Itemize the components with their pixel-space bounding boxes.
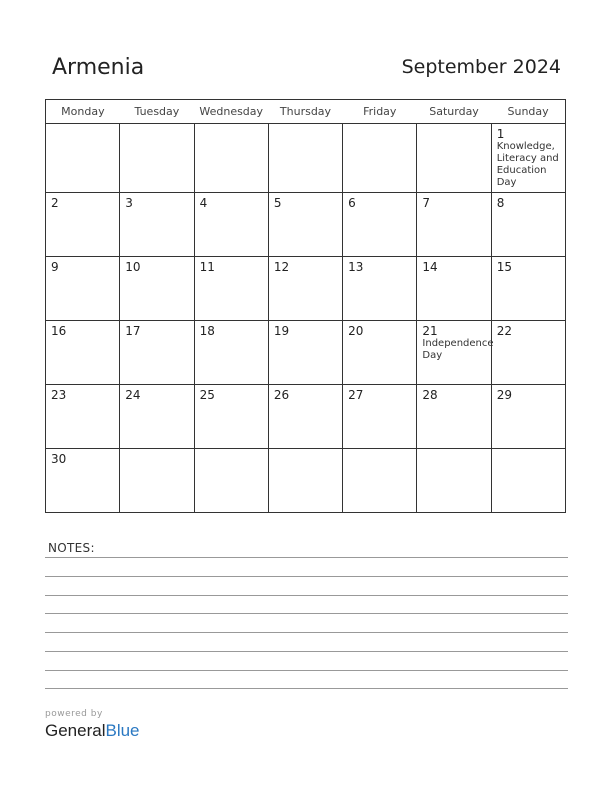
weekday-header: Saturday bbox=[417, 100, 491, 124]
notes-line bbox=[45, 576, 568, 577]
day-cell[interactable] bbox=[120, 257, 194, 321]
day-cell[interactable] bbox=[417, 385, 491, 449]
day-number: 7 bbox=[422, 196, 431, 210]
weekday-header: Sunday bbox=[491, 100, 565, 124]
day-cell[interactable] bbox=[120, 385, 194, 449]
day-number: 5 bbox=[273, 196, 282, 210]
day-number: 24 bbox=[125, 388, 141, 402]
day-cell[interactable] bbox=[417, 193, 491, 257]
day-number: 22 bbox=[496, 324, 512, 338]
day-number: 17 bbox=[125, 324, 141, 338]
day-cell[interactable] bbox=[343, 385, 417, 449]
day-cell[interactable] bbox=[120, 321, 194, 385]
day-number: 10 bbox=[125, 260, 141, 274]
day-cell[interactable] bbox=[268, 257, 342, 321]
day-cell[interactable] bbox=[417, 321, 494, 385]
day-number: 30 bbox=[51, 452, 67, 466]
weekday-header-row bbox=[46, 100, 566, 124]
weekday-header: Monday bbox=[46, 100, 120, 124]
day-number: 8 bbox=[496, 196, 505, 210]
notes-line bbox=[45, 595, 568, 596]
day-cell[interactable] bbox=[46, 257, 120, 321]
holiday-label: Knowledge, Literacy and Education Day bbox=[496, 141, 559, 188]
day-cell[interactable] bbox=[343, 321, 417, 385]
day-cell[interactable] bbox=[343, 257, 417, 321]
day-number: 11 bbox=[199, 260, 215, 274]
day-cell[interactable] bbox=[491, 449, 565, 513]
day-cell[interactable] bbox=[491, 321, 565, 385]
day-cell[interactable] bbox=[120, 124, 194, 193]
day-cell[interactable] bbox=[491, 124, 565, 193]
day-cell[interactable] bbox=[268, 124, 342, 193]
day-number: 19 bbox=[273, 324, 290, 338]
day-cell[interactable] bbox=[343, 449, 417, 513]
holiday-label: Independence Day bbox=[422, 338, 494, 361]
logo-text-general: General bbox=[45, 721, 106, 740]
day-cell[interactable] bbox=[268, 193, 342, 257]
weekday-header: Wednesday bbox=[194, 100, 268, 124]
day-cell[interactable] bbox=[268, 385, 342, 449]
weekday-header: Thursday bbox=[268, 100, 342, 124]
notes-line bbox=[45, 557, 568, 558]
day-cell[interactable] bbox=[46, 449, 120, 513]
day-cell[interactable] bbox=[343, 193, 417, 257]
day-number: 3 bbox=[125, 196, 133, 210]
brand-footer bbox=[45, 709, 140, 741]
day-cell[interactable] bbox=[417, 449, 491, 513]
powered-by-text: powered by bbox=[45, 709, 103, 719]
notes-label: NOTES: bbox=[48, 541, 95, 555]
notes-line bbox=[45, 651, 568, 652]
day-cell[interactable] bbox=[194, 449, 268, 513]
day-cell[interactable] bbox=[194, 321, 268, 385]
day-number: 12 bbox=[273, 260, 290, 274]
calendar-grid bbox=[45, 99, 566, 513]
day-cell[interactable] bbox=[268, 321, 342, 385]
day-cell[interactable] bbox=[194, 193, 268, 257]
day-cell[interactable] bbox=[417, 257, 491, 321]
country-title: Armenia bbox=[52, 55, 145, 80]
day-cell[interactable] bbox=[46, 193, 120, 257]
day-number: 6 bbox=[348, 196, 356, 210]
day-cell[interactable] bbox=[46, 385, 120, 449]
day-cell[interactable] bbox=[194, 124, 268, 193]
week-row bbox=[46, 124, 566, 193]
notes-line bbox=[45, 632, 568, 633]
weekday-header: Friday bbox=[343, 100, 417, 124]
week-row bbox=[46, 257, 566, 321]
day-cell[interactable] bbox=[491, 385, 565, 449]
notes-line bbox=[45, 670, 568, 671]
day-number: 26 bbox=[273, 388, 290, 402]
day-cell[interactable] bbox=[491, 193, 565, 257]
day-number: 2 bbox=[51, 196, 59, 210]
week-row bbox=[46, 449, 566, 513]
logo-text-blue: Blue bbox=[105, 721, 140, 740]
day-number: 25 bbox=[199, 388, 215, 402]
day-cell[interactable] bbox=[268, 449, 342, 513]
notes-line bbox=[45, 688, 568, 689]
day-number: 20 bbox=[348, 324, 364, 338]
day-cell[interactable] bbox=[46, 124, 120, 193]
day-number: 21 bbox=[422, 324, 438, 338]
day-number: 9 bbox=[51, 260, 59, 274]
day-number: 28 bbox=[422, 388, 438, 402]
week-row bbox=[46, 193, 566, 257]
day-number: 27 bbox=[348, 388, 364, 402]
day-number: 18 bbox=[199, 324, 215, 338]
day-cell[interactable] bbox=[120, 449, 194, 513]
month-title: September 2024 bbox=[401, 56, 561, 78]
day-number: 13 bbox=[348, 260, 364, 274]
day-cell[interactable] bbox=[46, 321, 120, 385]
day-cell[interactable] bbox=[343, 124, 417, 193]
day-cell[interactable] bbox=[194, 257, 268, 321]
generalblue-logo bbox=[45, 721, 140, 741]
day-cell[interactable] bbox=[120, 193, 194, 257]
day-number: 14 bbox=[422, 260, 438, 274]
day-number: 29 bbox=[496, 388, 512, 402]
day-cell[interactable] bbox=[194, 385, 268, 449]
week-row bbox=[46, 321, 566, 385]
day-number: 4 bbox=[199, 196, 208, 210]
notes-line bbox=[45, 613, 568, 614]
day-number: 1 bbox=[496, 127, 505, 141]
day-number: 16 bbox=[51, 324, 67, 338]
day-cell[interactable] bbox=[417, 124, 491, 193]
weekday-header: Tuesday bbox=[120, 100, 194, 124]
week-row bbox=[46, 385, 566, 449]
day-number: 23 bbox=[51, 388, 67, 402]
day-number: 15 bbox=[496, 260, 512, 274]
day-cell[interactable] bbox=[491, 257, 565, 321]
